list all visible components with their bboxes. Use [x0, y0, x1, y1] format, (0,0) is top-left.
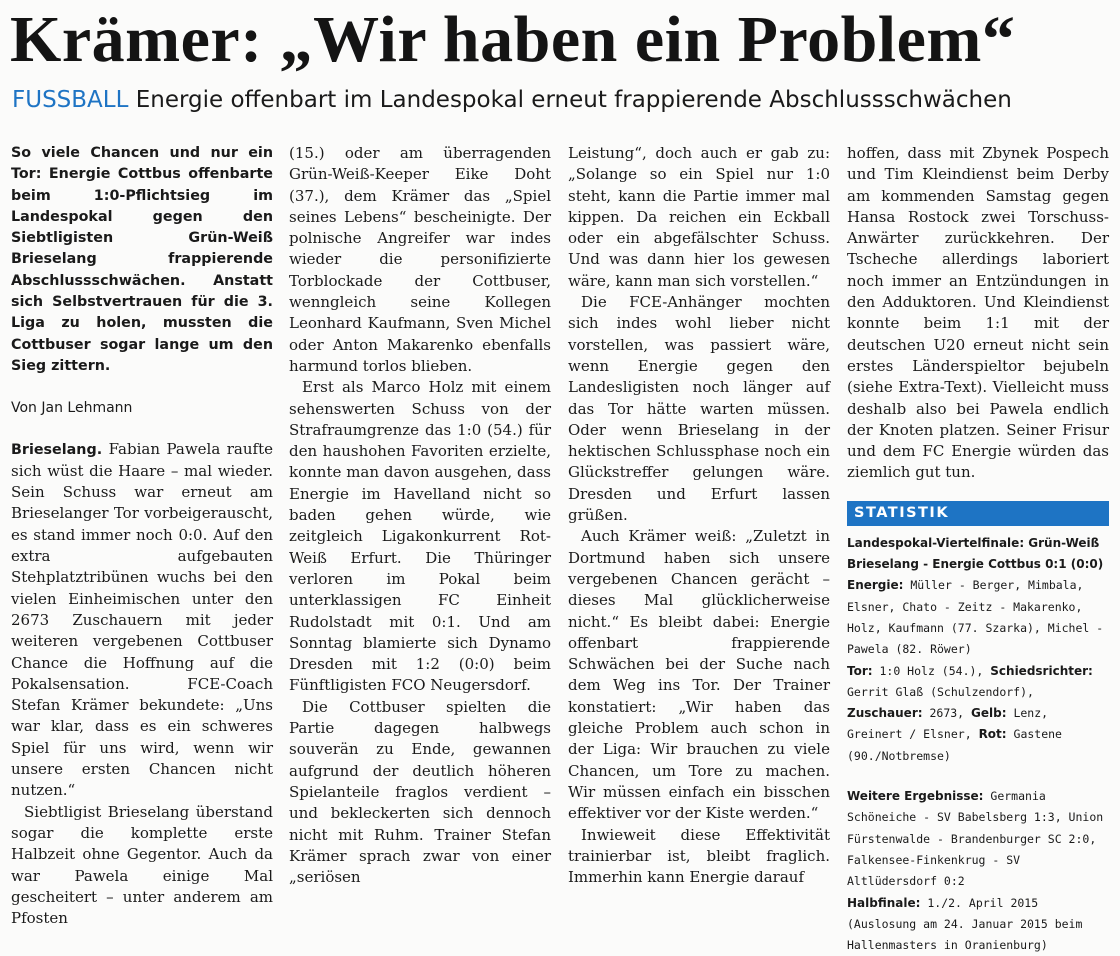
stat-value: 1:0 Holz (54.),: [873, 664, 991, 678]
body-paragraph: Auch Krämer weiß: „Zuletzt in Dortmund haben sich unsere vergebenen Chancen gerächt – dieses Mal glücklicherweise nicht.“ Es bleibt dabei: Energie offenbart frappierende Schwächen bei der Suche nach dem Weg ins Tor. Der Trainer konstatiert: „Wir haben das gleiche Problem auch schon in der Liga: Wir brauchen zu viele Chancen, um Tore zu machen. Wir müssen einfach ein bisschen effektiver vor der Kiste werden.“: [568, 526, 830, 824]
stat-label: Weitere Ergebnisse:: [847, 789, 983, 803]
stat-label: Energie:: [847, 578, 903, 592]
paragraph-text: Fabian Pawela raufte sich wüst die Haare – mal wieder. Sein Schuss war erneut am Brieselanger Tor vorbeigerauscht, es stand immer noch 0:0. Auf den extra aufgebauten Stehplatztribünen wuchs bei den vielen Einheimischen unter den 2673 Zuschauern mit jeder weiteren vergebenen Cottbuser Chance die Hoffnung auf die Pokalsensation. FCE-Coach Stefan Krämer bekundete: „Uns war klar, dass es ein schweres Spiel für uns wird, wenn wir unsere ersten Chancen nicht nutzen.“: [11, 440, 273, 800]
body-paragraph: [11, 439, 273, 802]
stat-semifinal: [847, 893, 1109, 956]
subline: [12, 84, 1112, 116]
stat-match-title: Landespokal-Viertelfinale: Grün-Weiß Brieselang - Energie Cottbus 0:1 (0:0): [847, 536, 1103, 571]
stat-value: Germania Schöneiche - SV Babelsberg 1:3, Union Fürstenwalde - Brandenburger SC 2:0, Falkensee-Finkenkrug - SV Altlüdersdorf 0:2: [847, 789, 1103, 888]
stat-label: Gelb:: [971, 706, 1007, 720]
stat-lineup: [847, 575, 1109, 660]
body-paragraph: Die Cottbuser spielten die Partie dagegen halbwegs souverän zu Ende, gewannen aufgrund der deutlich höheren Spielanteile fraglos verdient – und bekleckerten sich dennoch nicht mit Ruhm. Trainer Stefan Krämer sprach zwar von einer „seriösen: [289, 697, 551, 889]
section-kicker: FUSSBALL: [12, 87, 128, 113]
dateline: Brieselang.: [11, 442, 102, 458]
stat-label: Zuschauer:: [847, 706, 923, 720]
article-column-1: [11, 143, 273, 775]
stat-value: Gerrit Glaß (Schulzendorf),: [847, 685, 1034, 699]
lead-paragraph: So viele Chancen und nur ein Tor: Energie Cottbus offenbarte beim 1:0-Pflichtsieg im Landespokal gegen den Siebtligisten Grün-Weiß Brieselang frappierende Abschlussschwächen. Anstatt sich Selbstvertrauen für die 3. Liga zu holen, mussten die Cottbuser sogar lange um den Sieg zittern.: [11, 143, 273, 377]
statistik-header: STATISTIK: [847, 501, 1109, 526]
stat-value: Lenz, Greinert / Elsner,: [847, 706, 1048, 741]
stat-value: Gastene (90./Notbremse): [847, 727, 1062, 762]
stat-value: 2673,: [923, 706, 971, 720]
article-column-2: [289, 143, 551, 775]
stat-label: Tor:: [847, 664, 873, 678]
stat-value: 1./2. April 2015 (Auslosung am 24. Januar 2015 beim Hallenmasters in Oranienburg): [847, 896, 1082, 953]
body-paragraph: Die FCE-Anhänger mochten sich indes wohl lieber nicht vorstellen, was passiert wäre, wenn Energie gegen den Landesligisten noch länger auf das Tor hätte warten müssen. Oder wenn Brieselang in der hektischen Schlussphase noch ein Glückstreffer gelungen wäre. Dresden und Erfurt lassen grüßen.: [568, 292, 830, 526]
statistik-box: [847, 533, 1109, 956]
body-paragraph: Erst als Marco Holz mit einem sehenswerten Schuss von der Strafraumgrenze das 1:0 (54.) für den haushohen Favoriten erzielte, konnte man davon ausgehen, dass Energie im Havelland nicht so baden gehen würde, wie zeitgleich Ligakonkurrent Rot-Weiß Erfurt. Die Thüringer verloren im Pokal beim unterklassigen FC Einheit Rudolstadt mit 0:1. Und am Sonntag blamierte sich Dynamo Dresden mit 1:2 (0:0) beim Fünftligisten FCO Neugersdorf.: [289, 377, 551, 696]
stat-value: Müller - Berger, Mimbala, Elsner, Chato - Zeitz - Makarenko, Holz, Kaufmann (77. Szarka), Michel - Pawela (82. Röwer): [847, 578, 1103, 656]
stat-match: [847, 533, 1109, 576]
stat-label: Schiedsrichter:: [990, 664, 1093, 678]
article-column-4: [847, 143, 1109, 775]
body-paragraph: (15.) oder am überragenden Grün-Weiß-Keeper Eike Doht (37.), dem Krämer das „Spiel seines Lebens“ bescheinigte. Der polnische Angreifer war indes wieder die personifizierte Torblockade der Cottbuser, wenngleich seine Kollegen Leonhard Kaufmann, Sven Michel oder Anton Makarenko ebenfalls harmund torlos blieben.: [289, 143, 551, 377]
stat-details: [847, 661, 1109, 767]
article-column-3: [568, 143, 830, 775]
body-paragraph: hoffen, dass mit Zbynek Pospech und Tim Kleindienst beim Derby am kommenden Samstag gegen Hansa Rostock zwei Torschuss-Anwärter zurückkehren. Der Tscheche allerdings laboriert noch immer an Entzündungen in den Adduktoren. Und Kleindienst konnte beim 1:1 mit der deutschen U20 erneut nicht sein erstes Länderspieltor bejubeln (siehe Extra-Text). Vielleicht muss deshalb also bei Pawela endlich der Knoten platzen. Seiner Frisur und dem FC Energie würden das ziemlich gut tun.: [847, 143, 1109, 484]
stat-label: Halbfinale:: [847, 896, 920, 910]
subline-text: Energie offenbart im Landespokal erneut frappierende Abschlussschwächen: [128, 87, 1011, 113]
body-paragraph: Inwieweit diese Effektivität trainierbar ist, bleibt fraglich. Immerhin kann Energie darauf: [568, 825, 830, 889]
body-paragraph: Leistung“, doch auch er gab zu: „Solange so ein Spiel nur 1:0 steht, kann die Partie immer mal kippen. Da reichen ein Eckball oder ein abgefälschter Schuss. Und was dann hier los gewesen wäre, kann man sich vorstellen.“: [568, 143, 830, 292]
stat-label: Rot:: [979, 727, 1007, 741]
author-byline: Von Jan Lehmann: [11, 398, 273, 419]
body-paragraph: Siebtligist Brieselang überstand sogar die komplette erste Halbzeit ohne Gegentor. Auch da war Pawela einige Mal gescheitert – unter anderem am Pfosten: [11, 802, 273, 930]
headline: Krämer: „Wir haben ein Problem“: [10, 2, 1110, 78]
stat-further-results: [847, 786, 1109, 892]
